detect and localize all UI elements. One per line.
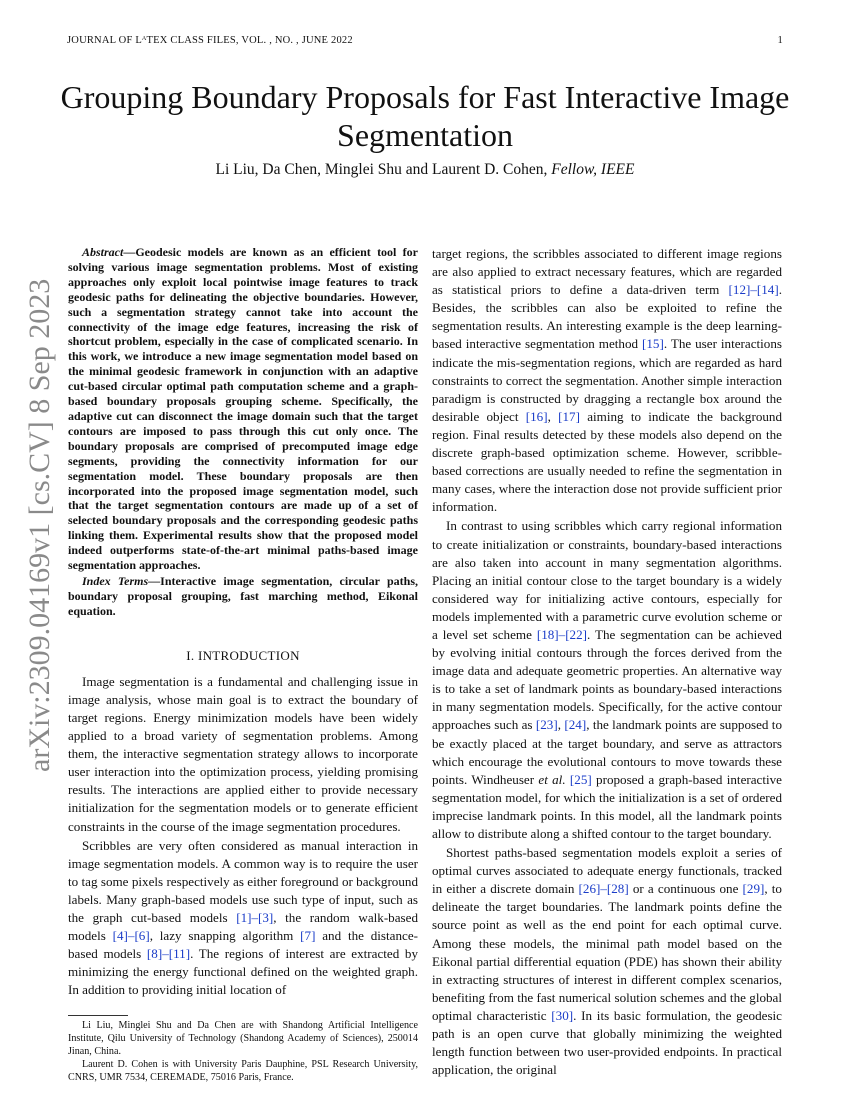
- text-run: , to delineate the target boundaries. The landmark points define the source point as well as the end point for each optimal curve. Among these models, the minimal path model based on the Eikonal partial differential equation (PDE) has shown their ability in extracting structures of interest in different complex scenarios, benefiting from the fast numerical solution schemes and the global optimal characteristic: [432, 881, 782, 1023]
- text-run: aiming to indicate the background region. Final results detected by these models also depend on the discrete graph-based optimization scheme. However, scribble-based corrections are usually needed to refine the segmentation in many cases, where the interaction dose not provide sufficient prior information.: [432, 408, 783, 515]
- citation-link[interactable]: [1]–[3]: [236, 909, 274, 925]
- text-run: . The segmentation can be achieved by evolving initial contours through the forces derived from the image data and adequate geometric properties. An alternative way is to take a set of landmark points as boundary-based interactions in many segmentation models. Specifically, for the active contour approaches such as: [432, 626, 782, 733]
- text-run: proposed a graph-based interactive segmentation model, for which the initialization is a set of ordered imprecise landmark points. In this model, all the landmark points allow to distribute along a shifted contour to the target boundary.: [432, 771, 782, 841]
- right-paragraph-3: [432, 844, 782, 1079]
- citation-link[interactable]: [15]: [642, 336, 664, 352]
- author-line: [60, 161, 790, 179]
- intro-paragraph-1: Image segmentation is a fundamental and challenging issue in image analysis, whose main goal is to extract the boundary of target regions. Energy minimization models have been widely applied to a broad variety of segmentation problems. Among them, the interactive segmentation strategy allows to incorporate user interaction into the optimization process, yielding promising results. The interactions are applied either to provide necessary initialization for the segmentation models or to generate efficient constraints in the course of the image segmentation procedures.: [68, 673, 418, 834]
- arxiv-stamp: arXiv:2309.04169v1 [cs.CV] 8 Sep 2023: [23, 278, 56, 772]
- footnote-divider: [68, 1015, 128, 1016]
- running-head: [67, 35, 783, 46]
- author-affiliation: Fellow, IEEE: [551, 161, 635, 178]
- footnote-affiliation-2: Laurent D. Cohen is with University Paris Dauphine, PSL Research University, CNRS, UMR 7534, CEREMADE, 75016 Paris, France.: [68, 1059, 418, 1083]
- text-run: Shortest paths-based segmentation models exploit a series of optimal curves associated to adequate energy functionals, tracked in either a discrete domain: [432, 845, 782, 897]
- page-number: 1: [777, 35, 783, 46]
- citation-link[interactable]: [30]: [551, 1007, 574, 1023]
- intro-paragraph-2: [68, 837, 418, 1000]
- citation-link[interactable]: [17]: [558, 408, 580, 424]
- text-run: , the landmark points are supposed to be exactly placed at the target boundary, and serve as attractors which encourage the evolutional contours to move towards these points. Windheuser: [432, 717, 782, 787]
- section-heading-introduction: [68, 647, 418, 665]
- text-run: ,: [557, 717, 565, 733]
- abstract-text: —Geodesic models are known as an efficient tool for solving various image segmentation problems. Most of existing approaches only exploit local pointwise image features to track geodesic paths for delineating the objective boundaries. However, such a segmentation strategy cannot take into account the connectivity of the image edge features, increasing the risk of shortcut problem, especially in the case of complicated scenario. In this work, we introduce a new image segmentation model based on the minimal geodesic framework in conjunction with an adaptive cut-based circular optimal path computation scheme and a graph-based boundary proposals grouping scheme. Specifically, the adaptive cut can disconnect the image domain such that the target contours are imposed to pass through this cut only once. The boundary proposals are comprised of precomputed image edge segments, providing the connectivity information for our segmentation model. These boundary proposals are then incorporated into the proposed image segmentation model, such that the target segmentation contours are made up of a set of selected boundary proposals and the corresponding geodesic paths linking them. Experimental results show that the proposed model indeed outperforms state-of-the-art minimal paths-based image segmentation approaches.: [68, 245, 418, 573]
- abstract: [68, 245, 418, 573]
- citation-link[interactable]: [8]–[11]: [146, 946, 191, 962]
- footnote-affiliation-1: Li Liu, Minglei Shu and Da Chen are with Shandong Artificial Intelligence Institute, Qilu University of Technology (Shandong Academy of Sciences), 250014 Jinan, China.: [68, 1020, 418, 1057]
- text-run: , the random walk-based models: [68, 909, 418, 944]
- section-number: I.: [186, 647, 198, 663]
- citation-link[interactable]: [24]: [564, 717, 587, 733]
- text-run: and the distance-based models: [68, 928, 418, 962]
- citation-link[interactable]: [16]: [525, 408, 548, 424]
- text-run: . In its basic formulation, the geodesic path is an open curve that globally minimizing the weighted length function between two user-provided endpoints. In practical application, the original: [432, 1007, 782, 1078]
- citation-link[interactable]: [29]: [742, 881, 765, 897]
- index-terms-text: —Interactive image segmentation, circular paths, boundary proposal grouping, fast marching method, Eikonal equation.: [68, 573, 418, 618]
- author-names: Li Liu, Da Chen, Minglei Shu and Laurent D. Cohen,: [215, 161, 552, 178]
- index-terms: [68, 574, 418, 619]
- text-run: target regions, the scribbles associated to different image regions are also applied to extract necessary features, which are regarded as statistical priors to define a data-driven term: [432, 246, 782, 298]
- citation-link[interactable]: [12]–[14]: [728, 282, 779, 298]
- et-al-text: et al.: [538, 771, 566, 787]
- right-column: [432, 245, 782, 1080]
- running-head-text: JOURNAL OF LᴬTEX CLASS FILES, VOL. , NO. , JUNE 2022: [67, 35, 353, 46]
- citation-link[interactable]: [23]: [535, 717, 558, 733]
- citation-link[interactable]: [26]–[28]: [578, 881, 629, 897]
- left-column: [68, 245, 418, 1085]
- index-terms-label: Index Terms: [82, 573, 149, 588]
- text-run: . The regions of interest are extracted by minimizing the energy functional defined on the weighted graph. In addition to providing initial location of: [68, 946, 418, 998]
- text-run: In contrast to using scribbles which carry regional information to create initialization or constraints, boundary-based interactions are also taken into account in many segmentation algorithms. Placing an initial contour close to the target boundary is a widely considered way for initializing active contours, especially for models implemented with a parametric curve evolution scheme or a level set scheme: [432, 518, 782, 642]
- abstract-label: Abstract: [82, 245, 124, 259]
- citation-link[interactable]: [25]: [569, 771, 592, 787]
- citation-link[interactable]: [18]–[22]: [536, 626, 588, 642]
- citation-link[interactable]: [7]: [300, 928, 316, 944]
- paper-title: Grouping Boundary Proposals for Fast Interactive Image Segmentation: [60, 79, 790, 153]
- text-run: . Besides, the scribbles can also be exploited to refine the segmentation results. An interesting example is the deep learning-based interactive segmentation method: [432, 282, 782, 352]
- text-run: , lazy snapping algorithm: [149, 928, 301, 944]
- section-title: INTRODUCTION: [197, 647, 300, 663]
- text-run: ,: [547, 408, 559, 424]
- citation-link[interactable]: [4]–[6]: [112, 928, 150, 944]
- text-run: or a continuous one: [628, 881, 743, 897]
- right-paragraph-2: [432, 517, 782, 843]
- text-run: Scribbles are very often considered as manual interaction in image segmentation models. A common way is to require the user to tag some pixels respectively as either foreground or background labels. Many graph-based models use such type of input, such as the graph cut-based models: [68, 837, 418, 925]
- right-paragraph-1: [432, 245, 782, 516]
- text-run: . The user interactions indicate the mis-segmentation regions, which are regarded as hard constraints to correct the segmentation. Another simple interaction paradigm is constructed by dragging a rectangle box around the desirable object: [432, 336, 782, 424]
